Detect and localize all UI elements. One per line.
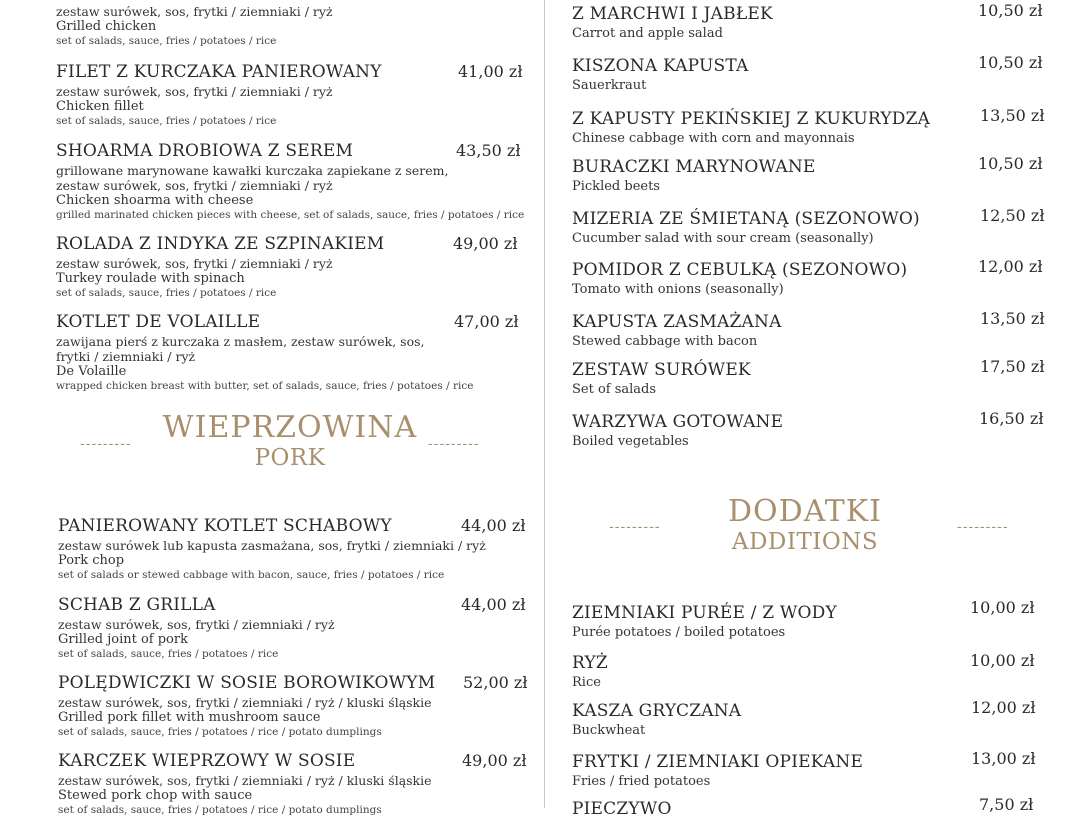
item-description-pl: zestaw surówek, sos, frytki / ziemniaki / ryż xyxy=(56,84,333,99)
item-name-en: Stewed cabbage with bacon xyxy=(572,334,758,349)
item-price: 13,50 zł xyxy=(980,106,1045,125)
item-name: RYŻ xyxy=(572,653,608,673)
menu-item-stewed-cabbage xyxy=(572,309,1045,356)
item-name: PANIEROWANY KOTLET SCHABOWY xyxy=(58,516,392,536)
item-description-pl: zestaw surówek, sos, frytki / ziemniaki / ryż xyxy=(56,4,333,19)
item-name: ZIEMNIAKI PURÉE / Z WODY xyxy=(572,603,837,623)
section-title: DODATKI xyxy=(728,494,882,529)
menu-item-boiled-vegetables xyxy=(572,409,1044,456)
item-name-en: Chinese cabbage with corn and mayonnais xyxy=(572,131,855,146)
section-subtitle: ADDITIONS xyxy=(731,529,879,555)
item-name-en: Pork chop xyxy=(58,553,125,568)
menu-item-sauerkraut xyxy=(572,53,1043,100)
item-name-en: Grilled joint of pork xyxy=(58,632,188,647)
item-name-en: Tomato with onions (seasonally) xyxy=(572,282,784,297)
item-price: 49,00 zł xyxy=(453,234,518,253)
item-description-en: grilled marinated chicken pieces with cheese, set of salads, sauce, fries / potatoes / rice xyxy=(56,209,525,221)
item-description-en: set of salads or stewed cabbage with bacon, sauce, fries / potatoes / rice xyxy=(58,569,445,581)
item-name: KAPUSTA ZASMAŻANA xyxy=(572,312,782,332)
item-price: 41,00 zł xyxy=(458,62,523,81)
item-price: 12,00 zł xyxy=(978,257,1043,276)
item-price: 10,50 zł xyxy=(978,1,1043,20)
item-description-en: set of salads, sauce, fries / potatoes / rice / potato dumplings xyxy=(58,804,382,816)
item-price: 10,00 zł xyxy=(970,651,1035,670)
item-name-en: Pickled beets xyxy=(572,179,660,194)
menu-item-grilled-pork xyxy=(58,595,528,665)
item-name-en: Set of salads xyxy=(572,382,657,397)
item-name: KASZA GRYCZANA xyxy=(572,701,742,721)
item-description-en: set of salads, sauce, fries / potatoes / rice xyxy=(56,287,277,299)
item-name: SHOARMA DROBIOWA Z SEREM xyxy=(56,141,354,161)
item-name-en: Carrot and apple salad xyxy=(572,26,723,41)
item-name-en: Fries / fried potatoes xyxy=(572,774,711,789)
menu-item-stewed-pork xyxy=(58,751,528,816)
item-description-en: set of salads, sauce, fries / potatoes / rice xyxy=(56,115,277,127)
section-title: WIEPRZOWINA xyxy=(162,410,418,445)
item-name-en: Chicken fillet xyxy=(56,99,144,114)
item-name-en: Cucumber salad with sour cream (seasonally) xyxy=(572,231,874,246)
section-dash-right: --------- xyxy=(957,519,1009,535)
item-price: 17,50 zł xyxy=(980,357,1045,376)
item-description-pl: zestaw surówek, sos, frytki / ziemniaki / ryż / kluski śląskie xyxy=(58,773,432,788)
menu-item-rice xyxy=(572,653,1042,697)
item-name: ROLADA Z INDYKA ZE SZPINAKIEM xyxy=(56,234,385,254)
menu-item-carrot-salad xyxy=(572,1,1043,48)
item-name: ZESTAW SURÓWEK xyxy=(572,360,751,380)
item-name: POMIDOR Z CEBULKĄ (SEZONOWO) xyxy=(572,260,908,280)
item-name: KOTLET DE VOLAILLE xyxy=(56,312,261,332)
item-description-pl: zestaw surówek lub kapusta zasmażana, sos, frytki / ziemniaki / ryż xyxy=(58,538,486,553)
item-name: SCHAB Z GRILLA xyxy=(58,595,216,615)
item-price: 10,50 zł xyxy=(978,154,1043,173)
menu-item-pork-fillet xyxy=(58,673,528,743)
item-price: 10,50 zł xyxy=(978,53,1043,72)
menu-item-chinese-cabbage xyxy=(572,106,1045,153)
section-dash-left: --------- xyxy=(80,436,132,452)
item-name-en: Rice xyxy=(572,675,601,690)
menu-item-turkey-roulade xyxy=(56,234,526,304)
item-price: 44,00 zł xyxy=(461,516,526,535)
item-description-en: set of salads, sauce, fries / potatoes / rice / potato dumplings xyxy=(58,726,382,738)
item-price: 43,50 zł xyxy=(456,141,521,160)
item-price: 44,00 zł xyxy=(461,595,526,614)
menu-item-buckwheat xyxy=(572,698,1042,745)
item-description-pl: zestaw surówek, sos, frytki / ziemniaki / ryż xyxy=(56,256,333,271)
item-price: 10,00 zł xyxy=(970,598,1035,617)
item-description-en: wrapped chicken breast with butter, set of salads, sauce, fries / potatoes / rice xyxy=(56,380,474,392)
menu-item-chicken-fillet xyxy=(56,62,526,132)
menu-item-fries xyxy=(572,749,1042,796)
item-description-en: set of salads, sauce, fries / potatoes / rice xyxy=(58,648,279,660)
menu-item-tomato-onions xyxy=(572,257,1043,304)
item-name-en: Stewed pork chop with sauce xyxy=(58,788,253,803)
item-name: POLĘDWICZKI W SOSIE BOROWIKOWYM xyxy=(58,673,436,693)
menu-item-pork-chop xyxy=(58,516,528,586)
section-header-pork xyxy=(150,411,430,471)
item-name: BURACZKI MARYNOWANE xyxy=(572,157,816,177)
item-description-en: set of salads, sauce, fries / potatoes / rice xyxy=(56,35,277,47)
item-name-en: Boiled vegetables xyxy=(572,434,689,449)
menu-item-de-volaille xyxy=(56,312,526,397)
menu-item-bread xyxy=(572,795,1042,819)
item-name: KISZONA KAPUSTA xyxy=(572,56,749,76)
item-price: 49,00 zł xyxy=(462,751,527,770)
item-price: 12,50 zł xyxy=(980,206,1045,225)
item-name-en: Grilled pork fillet with mushroom sauce xyxy=(58,710,321,725)
item-name: FILET Z KURCZAKA PANIEROWANY xyxy=(56,62,382,82)
item-price: 13,50 zł xyxy=(980,309,1045,328)
item-name-en: Chicken shoarma with cheese xyxy=(56,193,254,208)
item-name-en: Grilled chicken xyxy=(56,19,157,34)
item-description-pl: grillowane marynowane kawałki kurczaka zapiekane z serem, zestaw surówek, sos, frytki / ziemniaki / ryż xyxy=(56,163,449,193)
item-name: PIECZYWO xyxy=(572,799,672,819)
item-description-pl: zawijana pierś z kurczaka z masłem, zestaw surówek, sos, frytki / ziemniaki / ryż xyxy=(56,334,425,364)
item-price: 52,00 zł xyxy=(463,673,528,692)
menu-item-cucumber-salad xyxy=(572,206,1045,253)
item-name-en: Sauerkraut xyxy=(572,78,647,93)
item-name: MIZERIA ZE ŚMIETANĄ (SEZONOWO) xyxy=(572,209,920,229)
item-price: 13,00 zł xyxy=(971,749,1036,768)
item-name: WARZYWA GOTOWANE xyxy=(572,412,784,432)
item-price: 12,00 zł xyxy=(971,698,1036,717)
item-name-en: Purée potatoes / boiled potatoes xyxy=(572,625,786,640)
item-description-pl: zestaw surówek, sos, frytki / ziemniaki / ryż / kluski śląskie xyxy=(58,695,432,710)
section-dash-left: --------- xyxy=(609,519,661,535)
item-name-en: Turkey roulade with spinach xyxy=(56,271,245,286)
item-name-en: De Volaille xyxy=(56,364,127,379)
item-name: KARCZEK WIEPRZOWY W SOSIE xyxy=(58,751,356,771)
item-name: FRYTKI / ZIEMNIAKI OPIEKANE xyxy=(572,752,864,772)
section-subtitle: PORK xyxy=(254,445,326,471)
menu-item-pickled-beets xyxy=(572,154,1043,201)
section-dash-right: --------- xyxy=(428,436,480,452)
menu-item-set-of-salads xyxy=(572,357,1045,404)
column-divider xyxy=(544,0,545,808)
item-name: Z MARCHWI I JABŁEK xyxy=(572,4,773,24)
menu-item-chicken-shoarma xyxy=(56,141,526,226)
item-price: 47,00 zł xyxy=(454,312,519,331)
section-header-additions xyxy=(675,495,935,555)
item-price: 7,50 zł xyxy=(979,795,1034,814)
item-description-pl: zestaw surówek, sos, frytki / ziemniaki / ryż xyxy=(58,617,335,632)
menu-item-grilled-chicken xyxy=(56,0,526,54)
item-name: Z KAPUSTY PEKIŃSKIEJ Z KUKURYDZĄ xyxy=(572,109,931,129)
item-name-en: Buckwheat xyxy=(572,723,646,738)
item-price: 16,50 zł xyxy=(979,409,1044,428)
menu-item-potatoes xyxy=(572,598,1042,647)
